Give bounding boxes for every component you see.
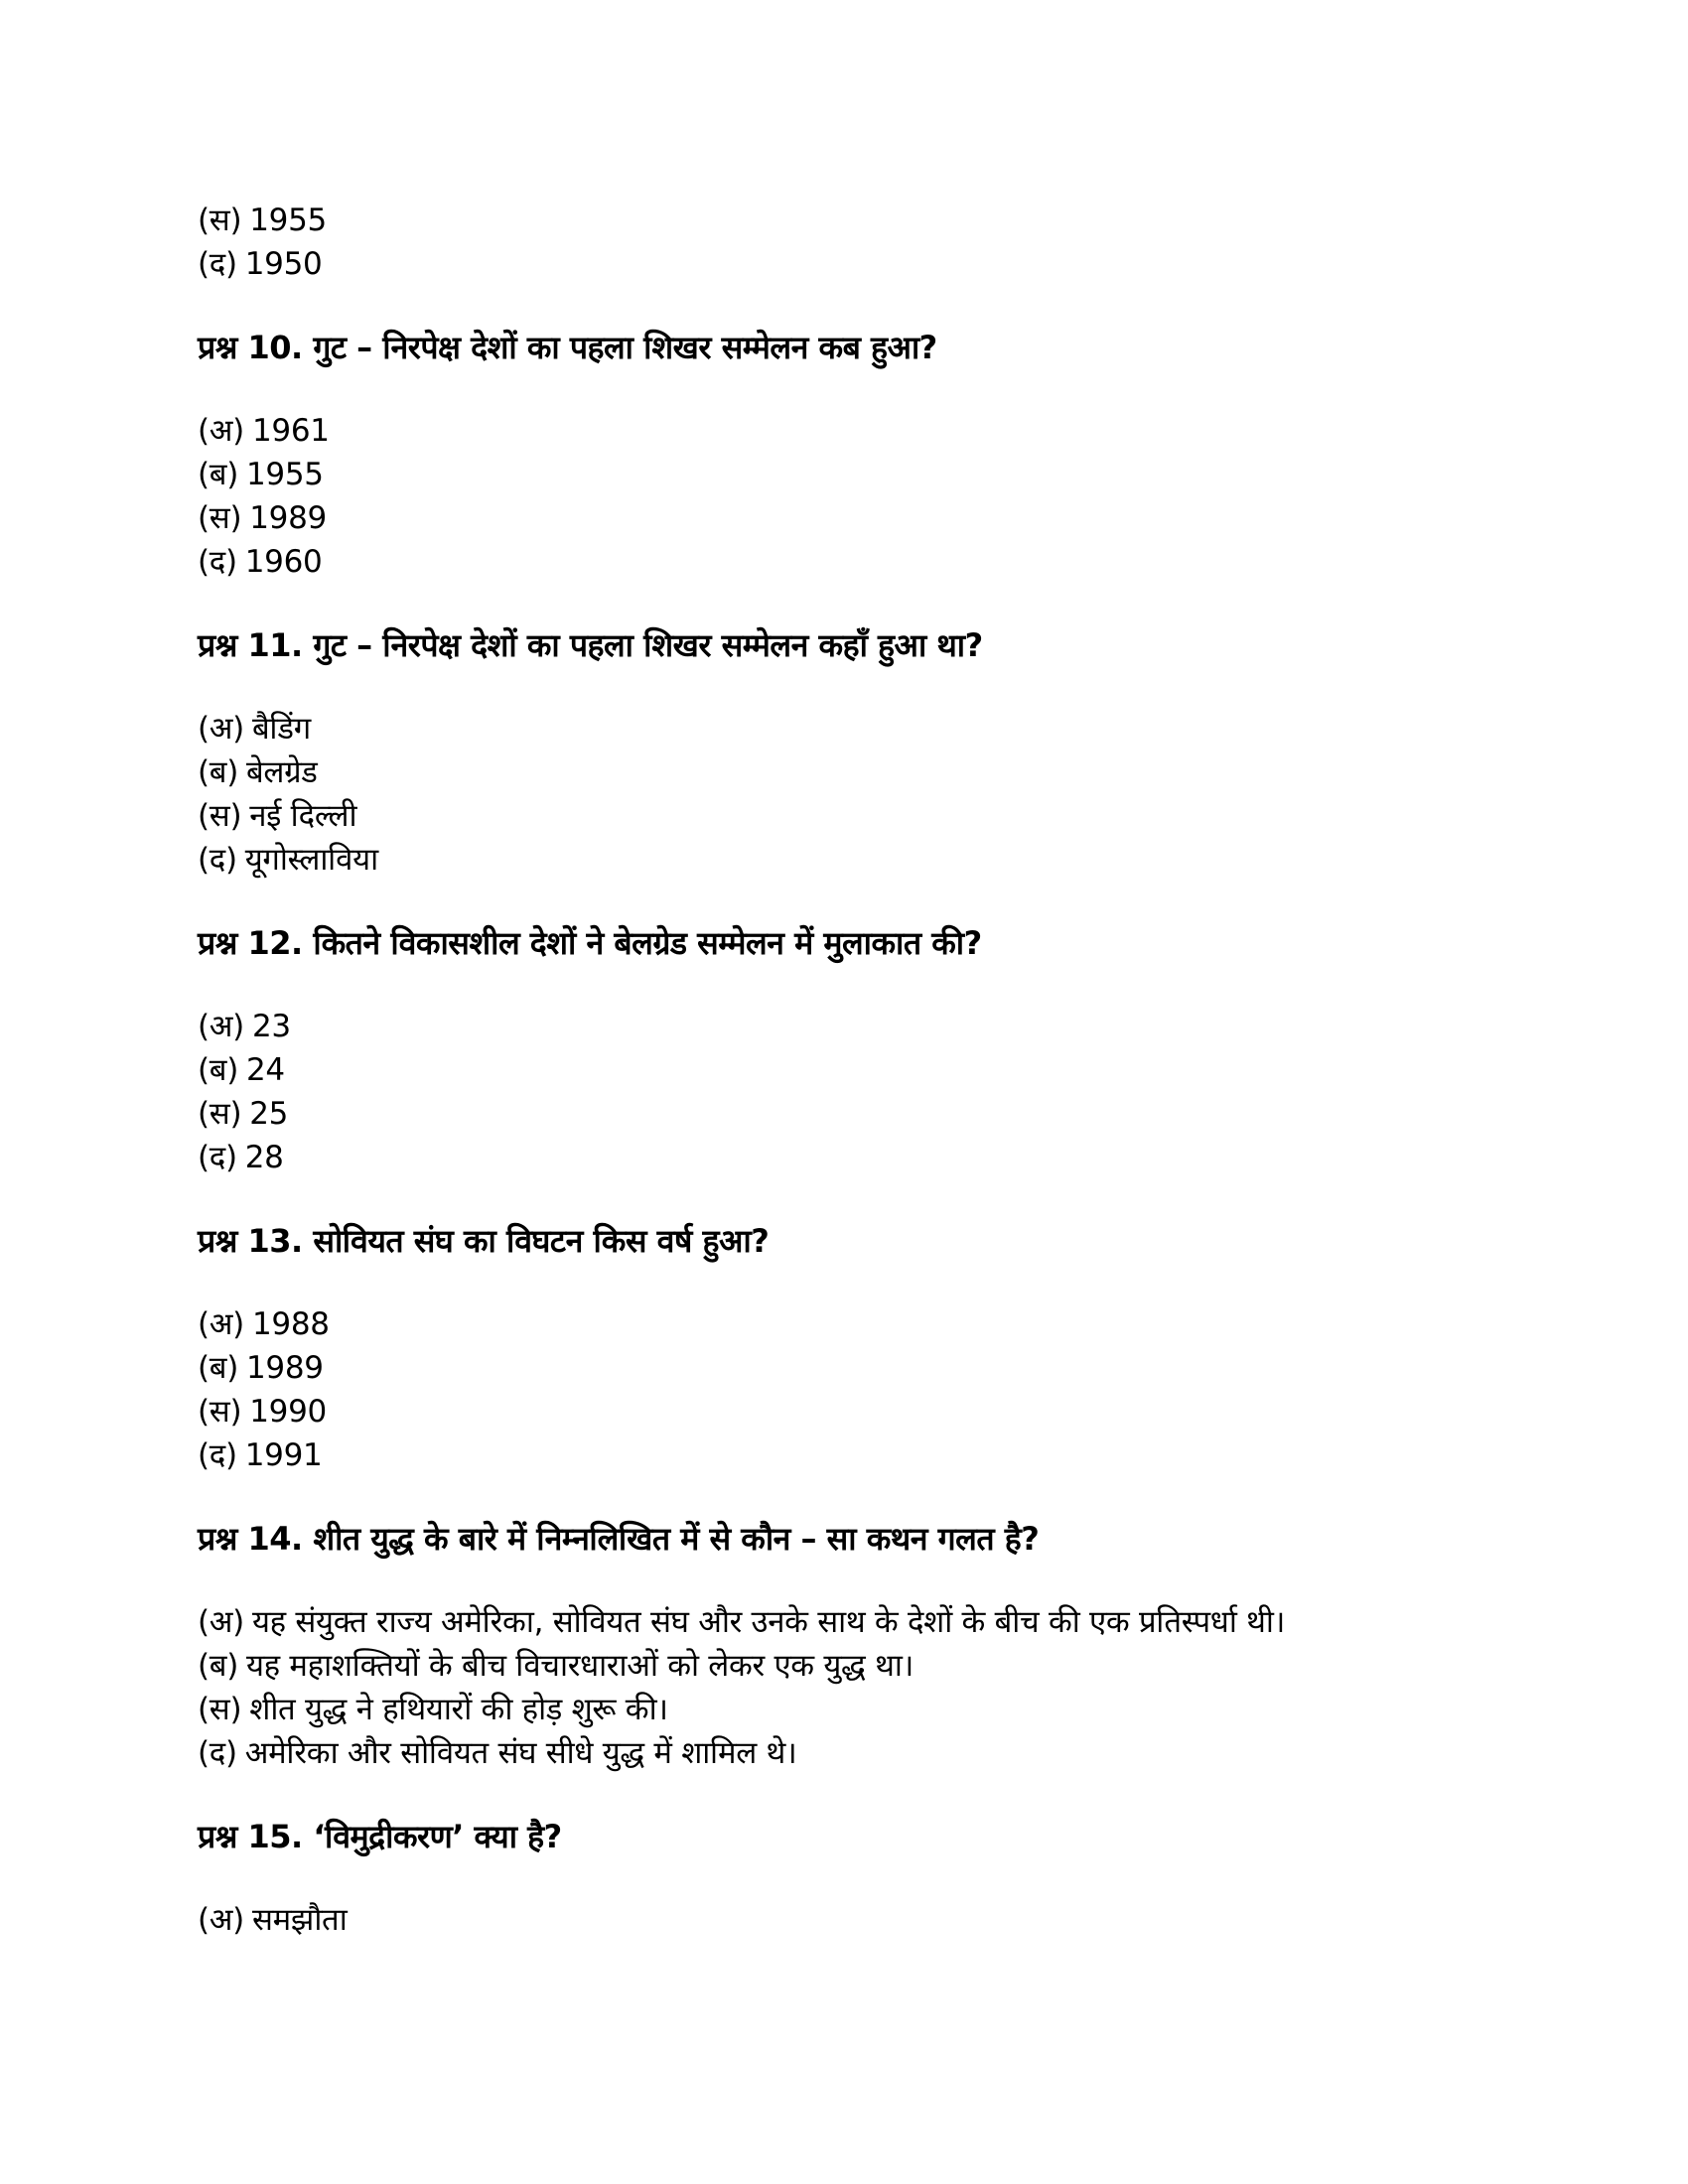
option (198, 1433, 1508, 1477)
option-marker: (द) (198, 1735, 237, 1771)
question-label: प्रश्न 15. (198, 1818, 303, 1855)
option-text: 1988 (251, 1306, 330, 1342)
option (198, 1136, 1508, 1179)
option (198, 496, 1508, 540)
option-marker: (अ) (198, 1009, 244, 1044)
option (198, 1688, 1508, 1731)
option-marker: (द) (198, 544, 237, 580)
option-text: 1991 (244, 1437, 323, 1473)
option (198, 242, 1508, 286)
option-text: 23 (251, 1009, 291, 1044)
option (198, 1092, 1508, 1136)
option-marker: (अ) (198, 1306, 244, 1342)
option-text: अमेरिका और सोवियत संघ सीधे युद्ध में शामिल थे। (244, 1735, 797, 1771)
option-text: यह महाशक्तियों के बीच विचारधाराओं को लेकर एक युद्ध था। (246, 1648, 914, 1684)
question-text: गुट – निरपेक्ष देशों का पहला शिखर सम्मेलन कहाँ हुआ था? (313, 626, 983, 664)
option-text: 1950 (244, 246, 323, 282)
option-marker: (ब) (198, 1350, 238, 1386)
option-text: बेलग्रेड (246, 754, 318, 790)
option-marker: (ब) (198, 1648, 238, 1684)
question-label: प्रश्न 11. (198, 626, 303, 664)
option-text: 1955 (246, 457, 324, 492)
option (198, 1048, 1508, 1092)
option-marker: (स) (198, 798, 242, 834)
option-marker: (द) (198, 1140, 237, 1175)
question-text: शीत युद्ध के बारे में निम्नलिखित में से कौन – सा कथन गलत है? (313, 1520, 1040, 1558)
question-title-11 (198, 623, 1508, 667)
option-marker: (स) (198, 500, 242, 536)
option (198, 1731, 1508, 1775)
question-list (198, 199, 1508, 1942)
option (198, 1390, 1508, 1433)
option-text: बैडिंग (251, 711, 311, 747)
question-label: प्रश्न 14. (198, 1520, 303, 1558)
option-text: नई दिल्ली (249, 798, 357, 834)
question-label: प्रश्न 13. (198, 1222, 303, 1260)
option (198, 707, 1508, 751)
question-label: प्रश्न 12. (198, 924, 303, 962)
option-marker: (स) (198, 1692, 242, 1727)
question-text: ‘विमुद्रीकरण’ क्या है? (313, 1818, 562, 1855)
option (198, 1302, 1508, 1346)
option (198, 453, 1508, 496)
option-marker: (अ) (198, 1604, 244, 1640)
option (198, 1898, 1508, 1942)
option-text: 25 (249, 1096, 289, 1132)
question-label: प्रश्न 10. (198, 329, 303, 366)
option-text: यह संयुक्त राज्य अमेरिका, सोवियत संघ और उनके साथ के देशों के बीच की एक प्रतिस्पर्धा थी। (251, 1604, 1286, 1640)
option-marker: (स) (198, 203, 242, 238)
option-text: 24 (246, 1052, 285, 1088)
question-text: कितने विकासशील देशों ने बेलग्रेड सम्मेलन में मुलाकात की? (313, 924, 982, 962)
option-text: यूगोस्लाविया (244, 842, 378, 878)
option (198, 838, 1508, 882)
question-title-13 (198, 1219, 1508, 1263)
option-text: 1989 (249, 500, 327, 536)
option (198, 1644, 1508, 1688)
option-text: 1955 (249, 203, 327, 238)
option-marker: (स) (198, 1096, 242, 1132)
option-marker: (अ) (198, 711, 244, 747)
option (198, 1346, 1508, 1390)
option (198, 1600, 1508, 1644)
option (198, 540, 1508, 584)
option (198, 794, 1508, 838)
option-marker: (अ) (198, 413, 244, 449)
question-title-10 (198, 326, 1508, 369)
question-title-12 (198, 921, 1508, 965)
option-text: 1960 (244, 544, 323, 580)
option-marker: (अ) (198, 1902, 244, 1938)
option-marker: (द) (198, 1437, 237, 1473)
option-marker: (ब) (198, 754, 238, 790)
option-text: 1961 (251, 413, 330, 449)
option-marker: (द) (198, 842, 237, 878)
option-marker: (ब) (198, 1052, 238, 1088)
option-text: शीत युद्ध ने हथियारों की होड़ शुरू की। (249, 1692, 668, 1727)
option-text: 1990 (249, 1394, 327, 1430)
option (198, 1005, 1508, 1048)
option (198, 409, 1508, 453)
option-text: समझौता (251, 1902, 348, 1938)
option-marker: (द) (198, 246, 237, 282)
option-text: 28 (244, 1140, 284, 1175)
question-title-15 (198, 1815, 1508, 1858)
question-text: सोवियत संघ का विघटन किस वर्ष हुआ? (313, 1222, 770, 1260)
option (198, 751, 1508, 794)
question-text: गुट – निरपेक्ष देशों का पहला शिखर सम्मेलन कब हुआ? (313, 329, 937, 366)
option-marker: (ब) (198, 457, 238, 492)
question-title-14 (198, 1517, 1508, 1561)
option (198, 199, 1508, 242)
option-text: 1989 (246, 1350, 324, 1386)
option-marker: (स) (198, 1394, 242, 1430)
